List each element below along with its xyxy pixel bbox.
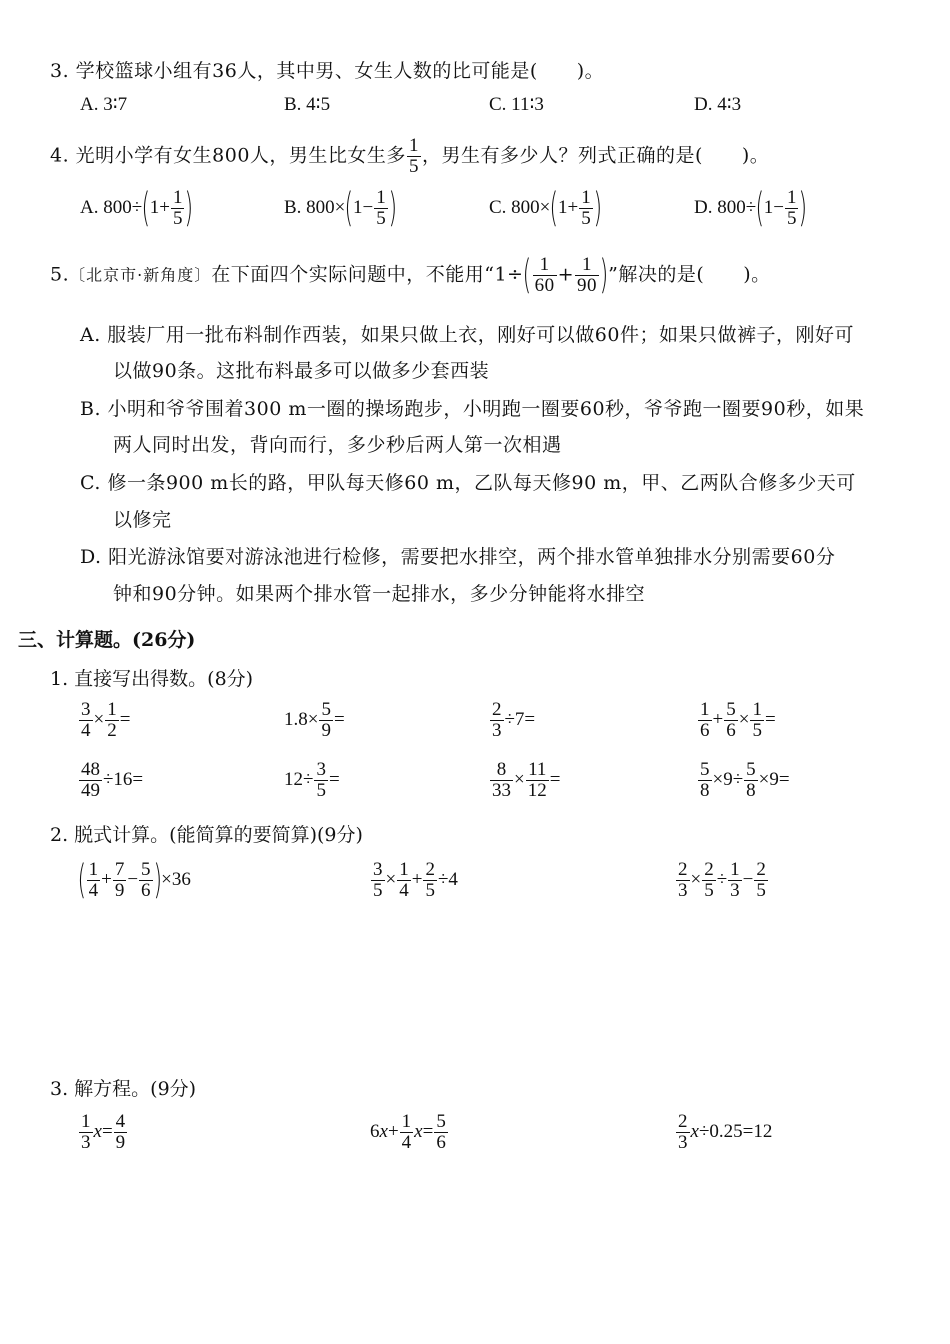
q4-stem: 4. 光明小学有女生800人，男生比女生多 $\frac{1}{5}$ ，男生有多少人？列式正确的是( )。 bbox=[50, 135, 770, 177]
section-3-part-3-title: 3. 解方程。(9分) bbox=[50, 1078, 197, 1100]
q5-option-c-line1: C. 修一条900 m长的路，甲队每天修60 m，乙队每天修90 m，甲、乙两队合修多少天可 bbox=[80, 472, 856, 494]
q3-option-a: A. 3∶7 bbox=[80, 94, 128, 115]
equation-3: $\frac{2}{3}$ x÷0.25=12 bbox=[678, 1111, 773, 1153]
section-3-part-1-title: 1. 直接写出得数。(8分) bbox=[50, 668, 254, 690]
q5-option-d-line2: 钟和90分钟。如果两个排水管一起排水，多少分钟能将水排空 bbox=[113, 583, 646, 605]
stepwise-expression-1: ( $\frac{1}{4}$ + $\frac{7}{9}$ − $\frac{5}{6}$ )×36 bbox=[77, 857, 191, 904]
calc-expression-3: $\frac{2}{3}$ ÷7= bbox=[492, 699, 536, 741]
calc-expression-5: $\frac{48}{49}$ ÷16= bbox=[81, 759, 144, 801]
q5-source-tag: 〔北京市·新角度〕 bbox=[69, 265, 212, 285]
q5-option-b-line2: 两人同时出发，背向而行，多少秒后两人第一次相遇 bbox=[113, 434, 562, 456]
calc-expression-2: 1.8× $\frac{5}{9}$ = bbox=[284, 699, 345, 741]
section-3-title: 三、计算题。(26分) bbox=[18, 629, 196, 651]
calc-expression-8: $\frac{5}{8}$ ×9÷ $\frac{5}{8}$ ×9= bbox=[700, 759, 790, 801]
q5-option-a-line2: 以做90条。这批布料最多可以做多少套西装 bbox=[113, 360, 490, 382]
q4-option-d: D. 800÷(1− $\frac{1}{5}$ ) bbox=[694, 185, 808, 232]
q3-option-d: D. 4∶3 bbox=[694, 94, 742, 115]
q3-option-c: C. 11∶3 bbox=[489, 94, 544, 115]
calc-expression-4: $\frac{1}{6}$ + $\frac{5}{6}$ × $\frac{1}{5}$ = bbox=[700, 699, 776, 741]
q4-fraction: $\frac{1}{5}$ bbox=[408, 135, 419, 177]
stepwise-expression-2: $\frac{3}{5}$ × $\frac{1}{4}$ + $\frac{2}{5}$ ÷4 bbox=[373, 859, 458, 901]
q5-option-d-line1: D. 阳光游泳馆要对游泳池进行检修，需要把水排空，两个排水管单独排水分别需要60分 bbox=[80, 546, 836, 568]
q4-option-a: A. 800÷(1+ $\frac{1}{5}$ ) bbox=[80, 185, 194, 232]
q4-option-c: C. 800×(1+ $\frac{1}{5}$ ) bbox=[489, 185, 602, 232]
section-3-part-2-title: 2. 脱式计算。(能简算的要简算)(9分) bbox=[50, 824, 363, 846]
equation-1: $\frac{1}{3}$ x= $\frac{4}{9}$ bbox=[81, 1111, 126, 1153]
calc-expression-7: $\frac{8}{33}$ × $\frac{11}{12}$ = bbox=[492, 759, 561, 801]
q5-stem: 5.〔北京市·新角度〕在下面四个实际问题中，不能用“1÷( $\frac{1}{60}$ + $\frac{1}{90}$ )”解决的是( )。 bbox=[50, 252, 771, 299]
q3-option-b: B. 4∶5 bbox=[284, 94, 331, 115]
q3-stem: 3. 学校篮球小组有36人，其中男、女生人数的比可能是( )。 bbox=[50, 60, 605, 82]
q5-option-a-line1: A. 服装厂用一批布料制作西装，如果只做上衣，刚好可以做60件；如果只做裤子，刚好可 bbox=[80, 324, 854, 346]
q5-option-c-line2: 以修完 bbox=[113, 509, 172, 531]
calc-expression-1: $\frac{3}{4}$ × $\frac{1}{2}$ = bbox=[81, 699, 131, 741]
calc-expression-6: 12÷ $\frac{3}{5}$ = bbox=[284, 759, 340, 801]
equation-2: 6x+ $\frac{1}{4}$ x= $\frac{5}{6}$ bbox=[370, 1111, 446, 1153]
stepwise-expression-3: $\frac{2}{3}$ × $\frac{2}{5}$ ÷ $\frac{1}{3}$ − $\frac{2}{5}$ bbox=[678, 859, 766, 901]
q5-option-b-line1: B. 小明和爷爷围着300 m一圈的操场跑步，小明跑一圈要60秒，爷爷跑一圈要90秒，如果 bbox=[80, 398, 865, 420]
q4-option-b: B. 800×(1− $\frac{1}{5}$ ) bbox=[284, 185, 397, 232]
